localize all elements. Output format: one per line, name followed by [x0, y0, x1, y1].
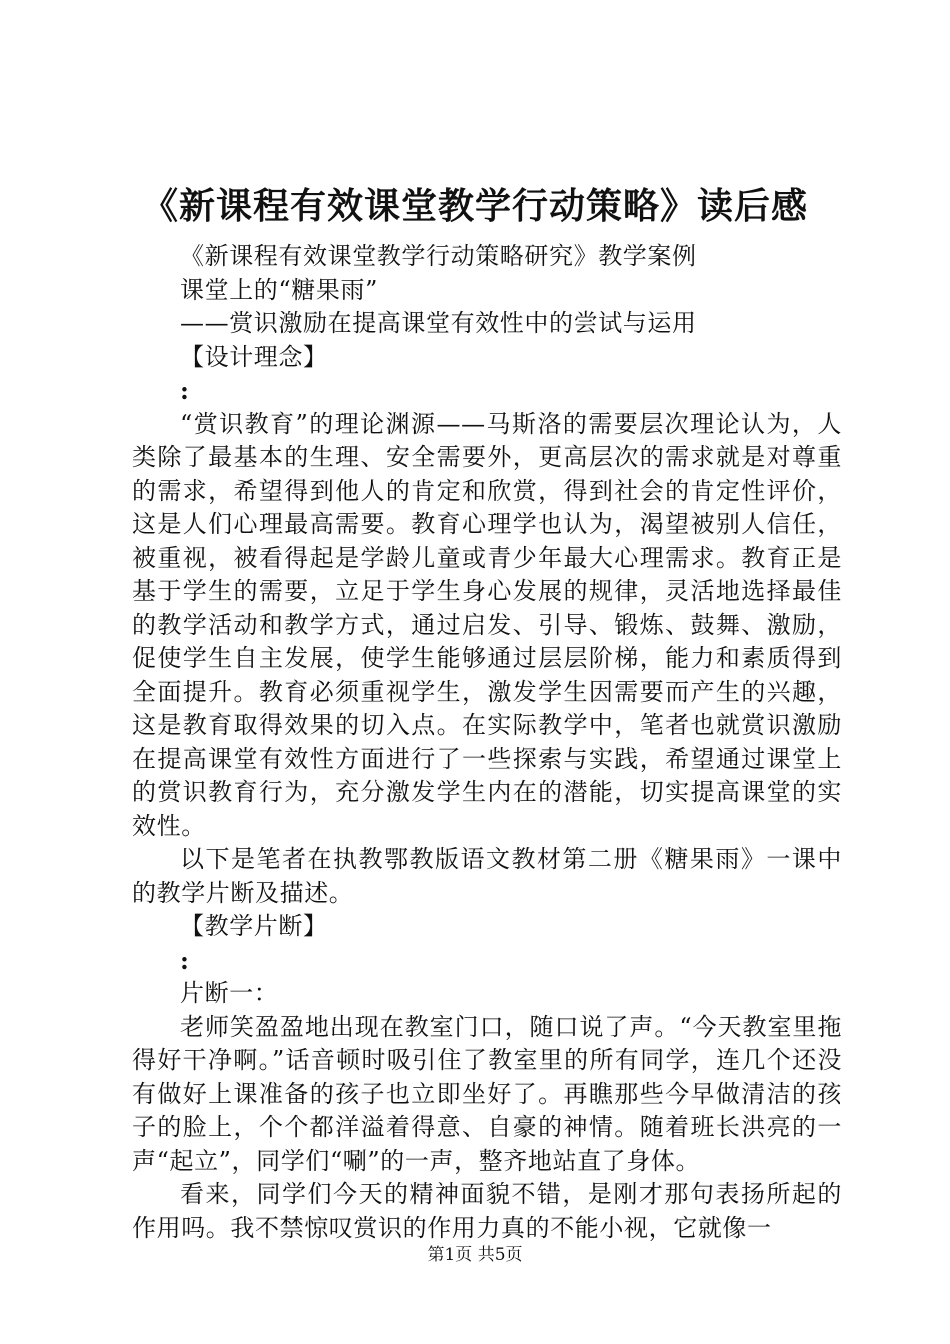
- section-heading-fragments: 【教学片断】: [180, 912, 328, 940]
- case-subtitle: ——赏识激励在提高课堂有效性中的尝试与运用: [180, 309, 697, 337]
- document-body: [132, 240, 842, 1245]
- fragment-label: 片断一：: [180, 979, 279, 1007]
- page-footer: 第1页 共5页: [427, 1245, 523, 1265]
- paragraph-fragment-one: 老师笑盈盈地出现在教室门口，随口说了声。“今天教室里拖得好干净啊。”话音顿时吸引住了教室里的所有同学，连几个还没有做好上课准备的孩子也立即坐好了。再瞧那些今早做清洁的孩子的脸上，个个都洋溢着得意、自豪的神情。随着班长洪亮的一声“起立”，同学们“唰”的一声，整齐地站直了身体。: [132, 1012, 842, 1175]
- colon-line: :: [180, 376, 190, 405]
- section-heading-design: 【设计理念】: [180, 342, 328, 371]
- case-title: 课堂上的“糖果雨”: [180, 275, 378, 304]
- document-title: 《新课程有效课堂教学行动策略》读后感: [141, 185, 808, 227]
- paragraph-reflection: 看来，同学们今天的精神面貌不错，是刚才那句表扬所起的作用吗。我不禁惊叹赏识的作用力真的不能小视，它就像一: [132, 1180, 842, 1242]
- paragraph-theory: “赏识教育”的理论渊源——马斯洛的需要层次理论认为，人类除了最基本的生理、安全需要外，更高层次的需求就是对尊重的需求，希望得到他人的肯定和欣赏，得到社会的肯定性评价，这是人们心理最高需要。教育心理学也认为，渴望被别人信任，被重视，被看得起是学龄儿童或青少年最大心理需求。教育正是基于学生的需要，立足于学生身心发展的规律，灵活地选择最佳的教学活动和教学方式，通过启发、引导、锻炼、鼓舞、激励，促使学生自主发展，使学生能够通过层层阶梯，能力和素质得到全面提升。教育必须重视学生，激发学生因需要而产生的兴趣，这是教育取得效果的切入点。在实际教学中，笔者也就赏识激励在提高课堂有效性方面进行了一些探索与实践，希望通过课堂上的赏识教育行为，充分激发学生内在的潜能，切实提高课堂的实效性。: [132, 409, 842, 840]
- paragraph-intro: 以下是笔者在执教鄂教版语文教材第二册《糖果雨》一课中的教学片断及描述。: [132, 845, 842, 907]
- case-heading: 《新课程有效课堂教学行动策略研究》教学案例: [180, 242, 697, 270]
- colon-line: :: [180, 945, 190, 975]
